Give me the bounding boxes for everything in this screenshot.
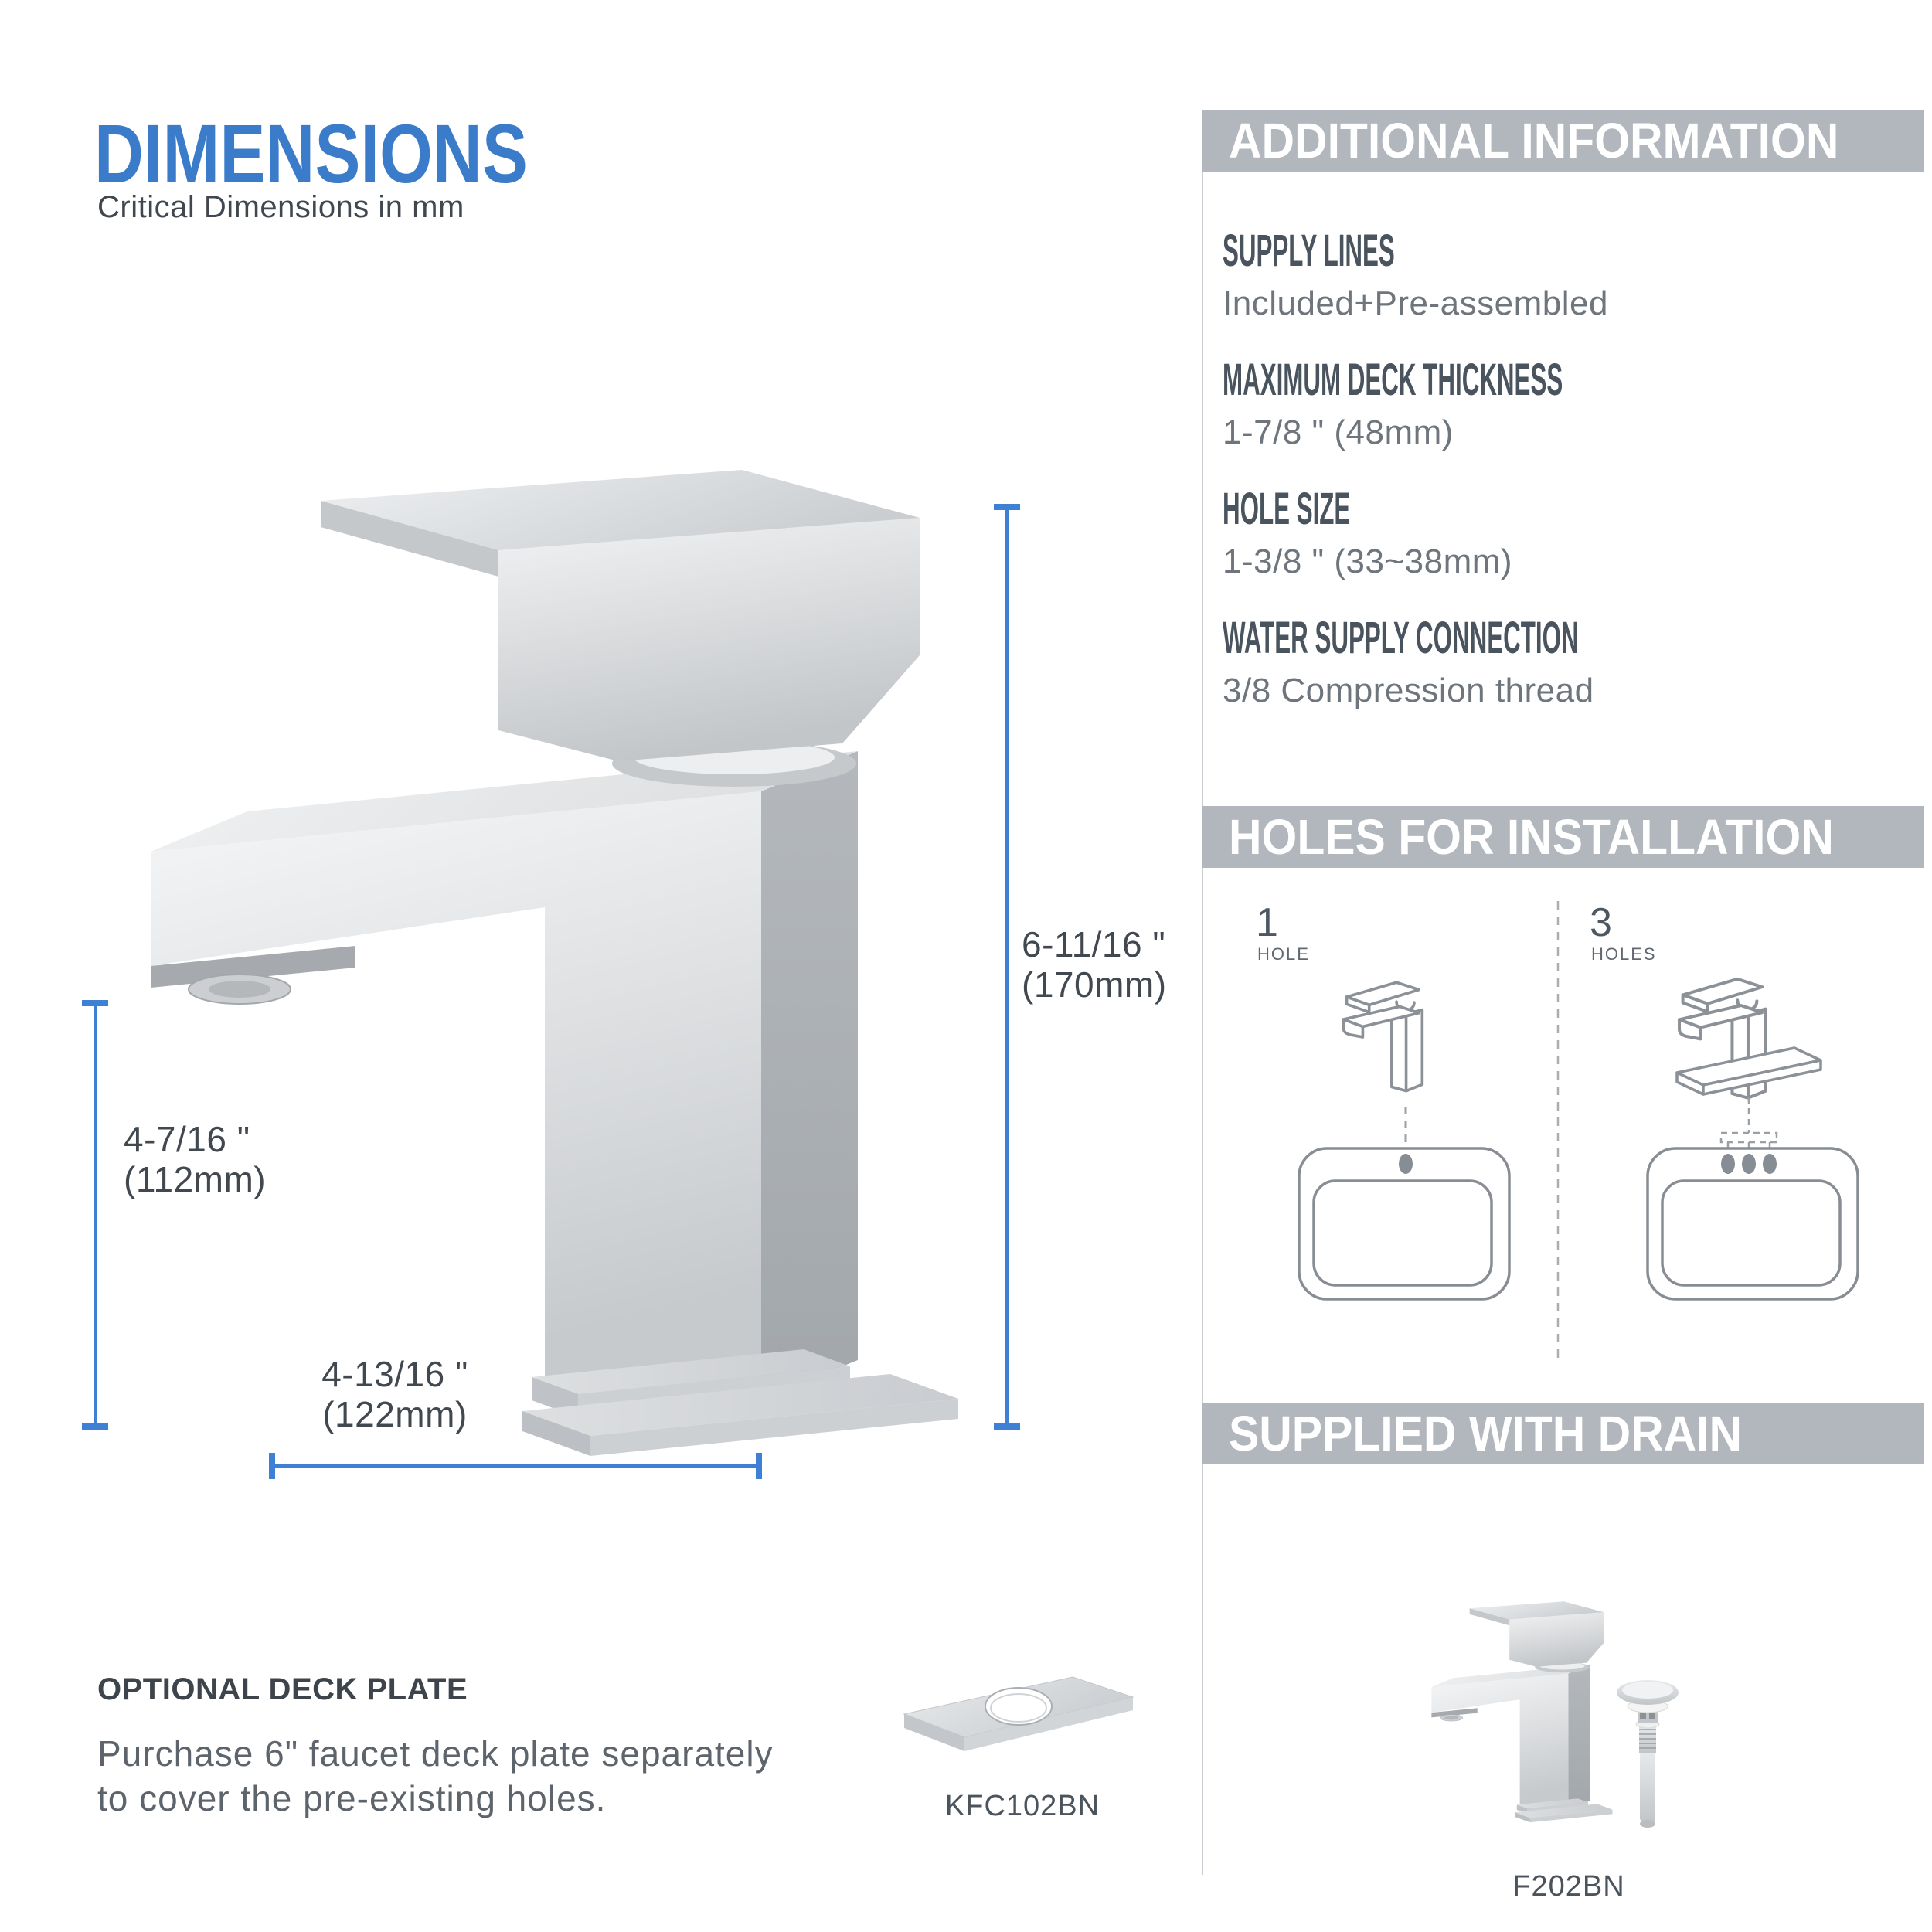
page-subtitle: Critical Dimensions in mm bbox=[97, 190, 464, 224]
spout-reach-mm: (122mm) bbox=[322, 1394, 468, 1434]
hole-size-label: HOLE SIZE bbox=[1223, 484, 1351, 534]
supplied-with-drain-header-text: SUPPLIED WITH DRAIN bbox=[1229, 1406, 1743, 1461]
one-hole-installation-diagram bbox=[1283, 974, 1515, 1306]
spout-height-dimension-line bbox=[80, 995, 111, 1434]
spout-height-inches: 4-7/16 " bbox=[124, 1119, 250, 1159]
holes-options-divider bbox=[1553, 901, 1563, 1360]
hole-size-value: 1-3/8 " (33~38mm) bbox=[1223, 543, 1513, 580]
one-hole-count: 1 bbox=[1256, 900, 1278, 945]
holes-for-installation-header-text: HOLES FOR INSTALLATION bbox=[1229, 809, 1834, 865]
info-item-max-deck-thickness bbox=[1223, 355, 1852, 452]
one-hole-dot bbox=[1399, 1154, 1413, 1174]
info-item-hole-size bbox=[1223, 484, 1513, 581]
deck-plate-description-line1: Purchase 6" faucet deck plate separately bbox=[97, 1733, 774, 1774]
drain-kit-faucet-image bbox=[1422, 1597, 1616, 1827]
deck-plate-model-label: KFC102BN bbox=[944, 1790, 1100, 1822]
water-supply-connection-value: 3/8 Compression thread bbox=[1223, 672, 1594, 709]
optional-deck-plate-description bbox=[97, 1731, 774, 1821]
three-hole-drop-lines bbox=[1721, 1097, 1777, 1152]
faucet-arm-front bbox=[151, 791, 761, 1399]
spout-height-dimension-label bbox=[124, 1119, 266, 1199]
height-inches: 6-11/16 " bbox=[1022, 924, 1166, 964]
supply-lines-value: Included+Pre-assembled bbox=[1223, 284, 1608, 322]
additional-information-header-text: ADDITIONAL INFORMATION bbox=[1229, 113, 1839, 168]
drain-kit-model-label: F202BN bbox=[1512, 1870, 1625, 1903]
three-hole-count-label: HOLES bbox=[1591, 944, 1657, 964]
faucet-handle-block bbox=[498, 518, 920, 761]
height-dimension-label bbox=[1022, 924, 1167, 1005]
supply-lines-label: SUPPLY LINES bbox=[1223, 226, 1395, 276]
height-dimension-line bbox=[992, 499, 1022, 1434]
spout-height-mm: (112mm) bbox=[124, 1159, 267, 1199]
faucet-illustration bbox=[108, 448, 974, 1476]
holes-for-installation-header bbox=[1202, 806, 1924, 868]
column-divider bbox=[1202, 110, 1203, 1875]
three-hole-count: 3 bbox=[1590, 900, 1612, 945]
max-deck-thickness-value: 1-7/8 " (48mm) bbox=[1223, 413, 1454, 451]
one-hole-count-label: HOLE bbox=[1257, 944, 1310, 964]
three-hole-installation-diagram bbox=[1631, 974, 1870, 1306]
supplied-with-drain-header bbox=[1202, 1403, 1924, 1464]
water-supply-connection-label: WATER SUPPLY CONNECTION bbox=[1223, 613, 1579, 663]
optional-deck-plate-heading: OPTIONAL DECK PLATE bbox=[97, 1672, 468, 1706]
deck-plate-description-line2: to cover the pre-existing holes. bbox=[97, 1778, 607, 1818]
spout-reach-dimension-label bbox=[270, 1354, 519, 1434]
faucet-aerator-inner bbox=[209, 981, 270, 998]
max-deck-thickness-label: MAXIMUM DECK THICKNESS bbox=[1223, 355, 1563, 405]
spout-reach-inches: 4-13/16 " bbox=[321, 1354, 468, 1394]
three-hole-dots bbox=[1721, 1154, 1777, 1174]
faucet-shape-group bbox=[151, 470, 958, 1456]
drain-assembly-image bbox=[1614, 1679, 1682, 1833]
info-item-water-supply-connection bbox=[1223, 613, 1882, 710]
page-title: DIMENSIONS bbox=[94, 107, 528, 200]
additional-information-header bbox=[1202, 110, 1924, 172]
one-hole-faucet-icon bbox=[1343, 982, 1422, 1090]
deck-plate-image bbox=[895, 1666, 1150, 1774]
one-hole-sink-icon bbox=[1299, 1148, 1509, 1299]
height-mm: (170mm) bbox=[1022, 964, 1167, 1005]
info-item-supply-lines bbox=[1223, 226, 1608, 323]
spout-reach-dimension-line bbox=[266, 1451, 765, 1481]
faucet-column-side bbox=[761, 751, 858, 1399]
